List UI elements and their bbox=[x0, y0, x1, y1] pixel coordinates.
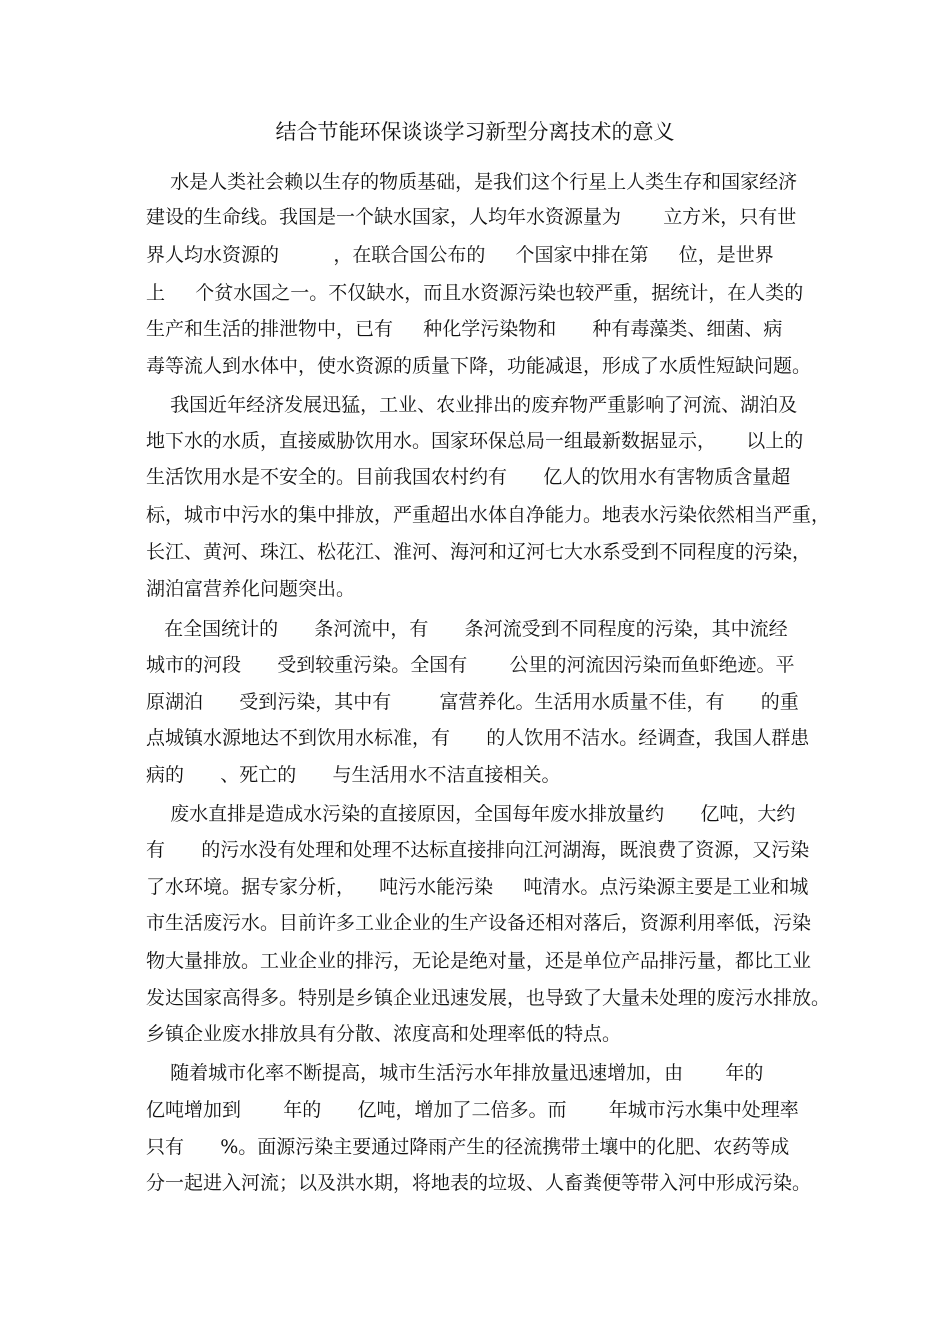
body-line: 有 的污水没有处理和处理不达标直接排向江河湖海，既浪费了资源，又污染 bbox=[146, 839, 810, 861]
body-line: 分一起进入河流；以及洪水期，将地表的垃圾、人畜粪便等带入河中形成污染。 bbox=[146, 1172, 812, 1194]
body-line: 亿吨增加到 年的 亿吨，增加了二倍多。而 年城市污水集中处理率 bbox=[146, 1099, 799, 1121]
body-line: 了水环境。据专家分析， 吨污水能污染 吨清水。点污染源主要是工业和城 bbox=[146, 876, 809, 898]
body-line: 点城镇水源地达不到饮用水标准，有 的人饮用不洁水。经调查，我国人群患 bbox=[146, 727, 810, 749]
body-line: 废水直排是造成水污染的直接原因，全国每年废水排放量约 亿吨，大约 bbox=[146, 803, 796, 825]
body-line: 建设的生命线。我国是一个缺水国家，人均年水资源量为 立方米，只有世 bbox=[146, 206, 797, 228]
body-line: 发达国家高得多。特别是乡镇企业迅速发展，也导致了大量未处理的废污水排放。 bbox=[146, 987, 831, 1009]
body-line: 标，城市中污水的集中排放，严重超出水体自净能力。地表水污染依然相当严重， bbox=[146, 504, 831, 526]
document-title: 结合节能环保谈谈学习新型分离技术的意义 bbox=[275, 120, 675, 144]
body-line: 病的 、死亡的 与生活用水不洁直接相关。 bbox=[146, 764, 561, 786]
body-line: 在全国统计的 条河流中，有 条河流受到不同程度的污染，其中流经 bbox=[146, 618, 788, 640]
body-line: 我国近年经济发展迅猛，工业、农业排出的废弃物严重影响了河流、湖泊及 bbox=[146, 394, 798, 416]
body-line: 只有 %。面源污染主要通过降雨产生的径流携带土壤中的化肥、农药等成 bbox=[146, 1136, 790, 1158]
body-line: 水是人类社会赖以生存的物质基础，是我们这个行星上人类生存和国家经济 bbox=[146, 171, 798, 193]
body-line: 生活饮用水是不安全的。目前我国农村约有 亿人的饮用水有害物质含量超 bbox=[146, 466, 791, 488]
body-line: 长江、黄河、珠江、松花江、淮河、海河和辽河七大水系受到不同程度的污染， bbox=[146, 541, 812, 563]
body-line: 界人均水资源的 ，在联合国公布的 个国家中排在第 位，是世界 bbox=[146, 244, 774, 266]
body-line: 市生活废污水。目前许多工业企业的生产设备还相对落后，资源利用率低，污染 bbox=[146, 912, 812, 934]
body-line: 随着城市化率不断提高，城市生活污水年排放量迅速增加，由 年的 bbox=[146, 1062, 764, 1084]
body-line: 原湖泊 受到污染，其中有 富营养化。生活用水质量不佳，有 的重 bbox=[146, 691, 799, 713]
body-line: 乡镇企业废水排放具有分散、浓度高和处理率低的特点。 bbox=[146, 1023, 622, 1045]
body-line: 湖泊富营养化问题突出。 bbox=[146, 578, 356, 600]
body-line: 物大量排放。工业企业的排污，无论是绝对量，还是单位产品排污量，都比工业 bbox=[146, 950, 812, 972]
body-line: 城市的河段 受到较重污染。全国有 公里的河流因污染而鱼虾绝迹。平 bbox=[146, 654, 795, 676]
body-line: 毒等流人到水体中，使水资源的质量下降，功能减退，形成了水质性短缺问题。 bbox=[146, 355, 812, 377]
body-line: 生产和生活的排泄物中，已有 种化学污染物和 种有毒藻类、细菌、病 bbox=[146, 318, 783, 340]
body-line: 上 个贫水国之一。不仅缺水，而且水资源污染也较严重，据统计，在人类的 bbox=[146, 282, 804, 304]
body-line: 地下水的水质，直接威胁饮用水。国家环保总局一组最新数据显示， 以上的 bbox=[146, 430, 804, 452]
